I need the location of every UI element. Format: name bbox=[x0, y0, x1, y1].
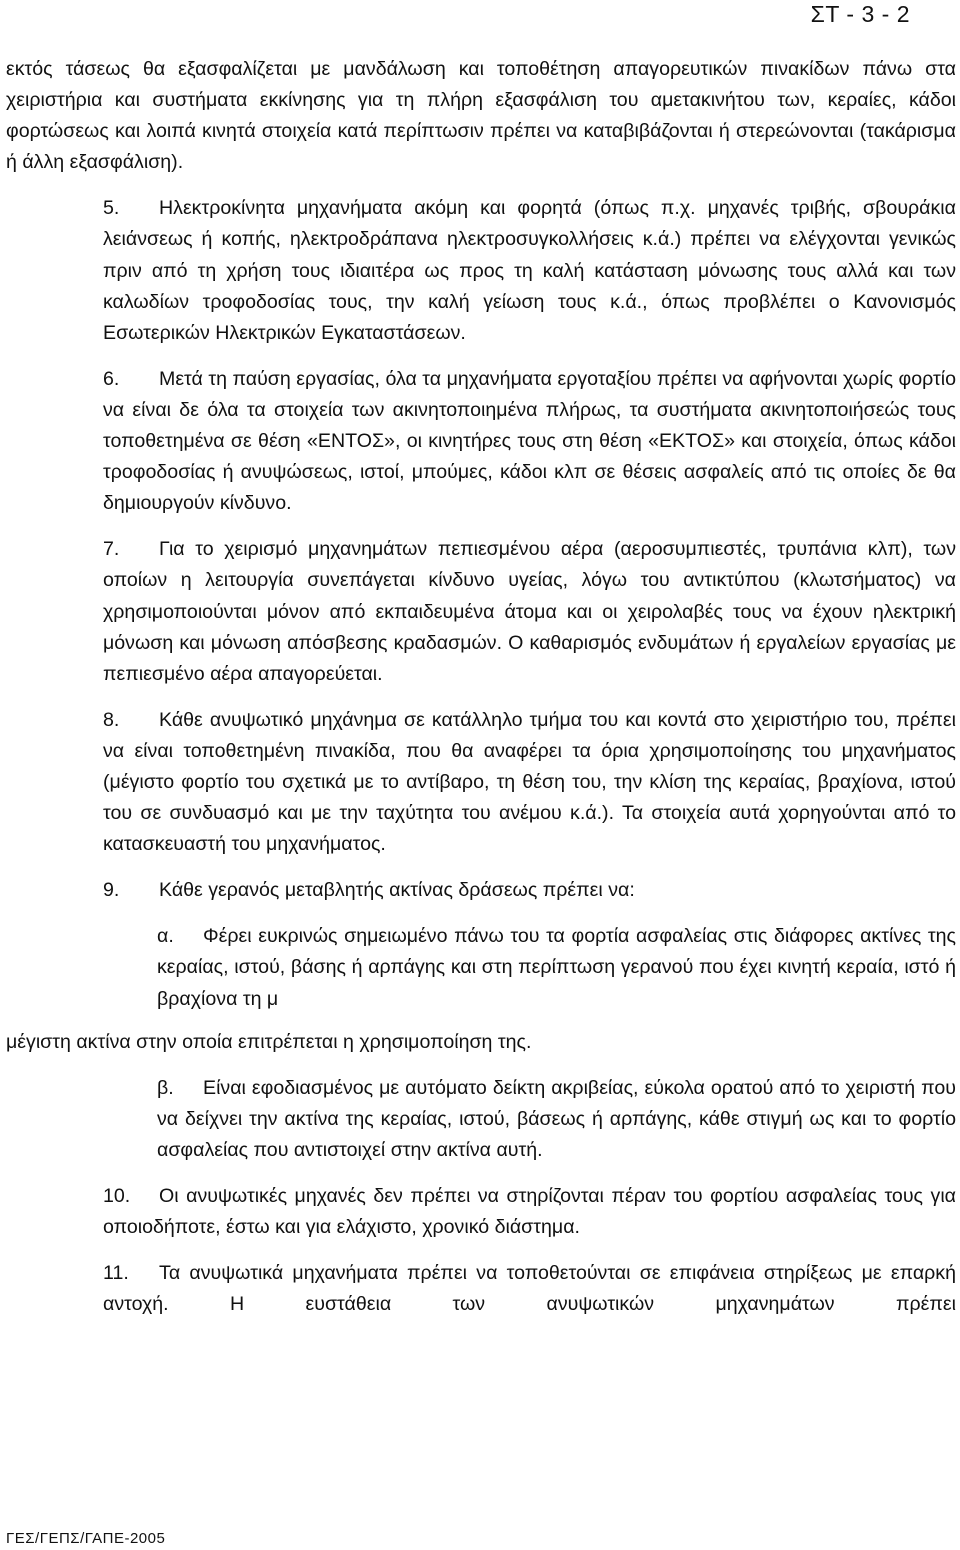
paragraph-10 bbox=[6, 1181, 956, 1243]
paragraph-text: Ηλεκτροκίνητα μηχανήματα ακόμη και φορητά (όπως π.χ. μηχανές τριβής, σβουράκια λειάνσεως ή κοπής, ηλεκτροδράπανα ηλεκτροσυγκολλήσεις κ.ά.) πρέπει να ελέγχονται γενικώς πριν από τη χρήση τους ιδιαιτέρα ως προς τη καλή κατάσταση μόνωσης τους αλλά και των καλωδίων τροφοδοσίας τους, την καλή γείωση τους κ.ά., όπως προβλέπει ο Κανονισμός Εσωτερικών Ηλεκτρικών Εγκαταστάσεων. bbox=[103, 197, 956, 344]
paragraph-7 bbox=[6, 534, 956, 689]
paragraph-number: 7. bbox=[103, 538, 120, 561]
paragraph-text: Κάθε ανυψωτικό μηχάνημα σε κατάλληλο τμήμα του και κοντά στο χειριστήριο του, πρέπει να είναι τοποθετημένη πινακίδα, που θα αναφέρει τα όρια χρησιμοποίησης του μηχανήματος (μέγιστο φορτίο του σχετικά με το αντίβαρο, τη θέση του, την κλίση της κεραίας, βραχίονα, ιστού του σε συνδυασμό και με την ταχύτητα του ανέμου κ.ά.). Τα στοιχεία αυτά χορηγούνται από το κατασκευαστή του μηχανήματος. bbox=[103, 708, 956, 856]
paragraph-9a bbox=[6, 921, 956, 1014]
paragraph-5 bbox=[6, 193, 956, 348]
paragraph-text: Κάθε γερανός μεταβλητής ακτίνας δράσεως πρέπει να: bbox=[159, 879, 635, 902]
paragraph-number: 5. bbox=[103, 197, 120, 220]
document-footer: ΓΕΣ/ΓΕΠΣ/ΓΑΠΕ-2005 bbox=[6, 1530, 166, 1547]
paragraph-9a-continuation: μέγιστη ακτίνα στην οποία επιτρέπεται η χρησιμοποίηση της. bbox=[6, 1030, 532, 1053]
paragraph-9b bbox=[6, 1073, 956, 1166]
paragraph-number: 10. bbox=[103, 1185, 131, 1207]
paragraph-6 bbox=[6, 364, 956, 519]
subparagraph-letter: β. bbox=[157, 1076, 174, 1099]
paragraph-8 bbox=[6, 705, 956, 860]
paragraph-number: 6. bbox=[103, 367, 120, 390]
paragraph-text: Για το χειρισμό μηχανημάτων πεπιεσμένου αέρα (αεροσυμπιεστές, τρυπάνια κλπ), των οποίων η λειτουργία συνεπάγεται κίνδυνο υγείας, λόγω του αντικτύπου (κλωτσήματος) να χρησιμοποιούνται μόνον από εκπαιδευμένα άτομα και οι χειρολαβές τους να έχουν ηλεκτρική μόνωση και μόνωση απόσβεσης κραδασμών. Ο καθαρισμός ενδυμάτων ή εργαλείων εργασίας με πεπιεσμένο αέρα απαγορεύεται. bbox=[103, 538, 956, 685]
paragraph-text: Φέρει ευκρινώς σημειωμένο πάνω του τα φορτία ασφαλείας στις διάφορες ακτίνες της κεραίας, ιστού, βάσης ή αρπάγης και στη περίπτωση γερανού που έχει κινητή κεραία, ιστό ή βραχίονα τη μ bbox=[157, 925, 956, 1010]
paragraph-text: Μετά τη παύση εργασίας, όλα τα μηχανήματα εργοταξίου πρέπει να αφήνονται χωρίς φορτίο να είναι δε όλα τα στοιχεία των ακινητοποιημένα πλήρως, τα συστήματα ακινητοποιήσεώς τους τοποθετημένα σε θέση «ΕΝΤΟΣ», οι κινητήρες τους στη θέση «ΕΚΤΟΣ» και στοιχεία, όπως κάδοι τροφοδοσίας ή ανυψώσεως, ιστοί, μπούμες, κάδοι κλπ σε θέσεις ασφαλείς από τις οποίες δε θα δημιουργούν κίνδυνο. bbox=[103, 367, 956, 515]
page-number-header: ΣΤ - 3 - 2 bbox=[810, 1, 910, 27]
subparagraph-letter: α. bbox=[157, 925, 174, 948]
paragraph-text: Είναι εφοδιασμένος με αυτόματο δείκτη ακριβείας, εύκολα ορατού από το χειριστή που να δείχνει την ακτίνα της κεραίας, ιστού, βάσεως ή αρπάγης, κάθε στιγμή ως και το φορτίο ασφαλείας που αντιστοιχεί στην ακτίνα αυτή. bbox=[157, 1076, 956, 1161]
paragraph-number: 9. bbox=[103, 879, 120, 902]
paragraph-text: Τα ανυψωτικά μηχανήματα πρέπει να τοποθετούνται σε επιφάνεια στηρίξεως με επαρκή αντοχή. Η ευστάθεια των ανυψωτικών μηχανημάτων πρέπει bbox=[103, 1262, 956, 1316]
paragraph-number: 8. bbox=[103, 708, 120, 731]
paragraph-11 bbox=[6, 1258, 956, 1320]
paragraph-number: 11. bbox=[103, 1262, 129, 1285]
document-body bbox=[6, 54, 956, 1320]
paragraph-text: Οι ανυψωτικές μηχανές δεν πρέπει να στηρίζονται πέραν του φορτίου ασφαλείας τους για οποιοδήποτε, έστω και για ελάχιστο, χρονικό διάστημα. bbox=[103, 1185, 956, 1239]
paragraph-4-continuation: εκτός τάσεως θα εξασφαλίζεται με μανδάλωση και τοποθέτηση απαγορευτικών πινακίδων πάνω στα χειριστήρια και συστήματα εκκίνησης για τη πλήρη εξασφάλιση του αμετακινήτου των, κεραίες, κάδοι φορτώσεως και λοιπά κινητά στοιχεία κατά περίπτωσιν πρέπει να καταβιβάζονται ή στερεώνονται (τακάρισμα ή άλλη εξασφάλιση). bbox=[6, 58, 956, 174]
paragraph-9 bbox=[6, 875, 956, 906]
